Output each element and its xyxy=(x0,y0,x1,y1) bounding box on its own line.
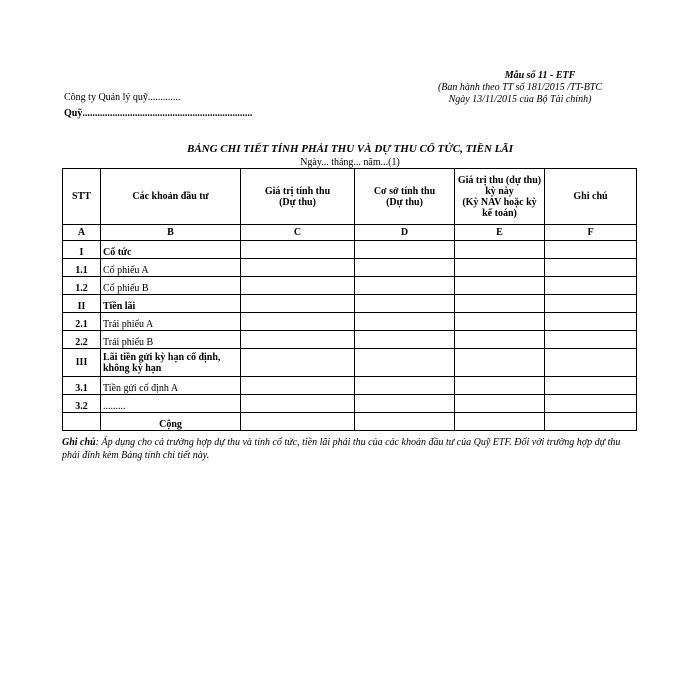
table-header-row xyxy=(63,169,637,225)
date-line: Ngày... tháng... năm...(1) xyxy=(300,157,400,168)
header-notes: Ghi chú xyxy=(545,169,637,225)
row-name: Cổ phiếu B xyxy=(101,277,241,295)
period-cell[interactable] xyxy=(455,313,545,331)
period-cell[interactable] xyxy=(455,259,545,277)
table-row xyxy=(63,295,637,313)
notes-cell[interactable] xyxy=(545,259,637,277)
header-value-line1: Giá trị tính thu xyxy=(264,185,331,197)
form-number: Mẫu số 11 - ETF xyxy=(504,70,576,81)
header-period-line2: kỳ này xyxy=(485,185,514,197)
footnote-text: : Áp dụng cho cả trường hợp dự thu và tính cổ tức, tiền lãi phải thu của các khoản đầu tư của Quỹ ETF. Đối với trường hợp dự thu phải đính kèm Bảng tính chi tiết này. xyxy=(62,437,621,461)
company-name: Công ty Quản lý quỹ............. xyxy=(64,92,181,103)
total-row xyxy=(63,413,637,431)
period-cell[interactable] xyxy=(455,349,545,377)
row-stt: 3.2 xyxy=(63,395,101,413)
table-row xyxy=(63,331,637,349)
header-items: Các khoản đầu tư xyxy=(101,169,241,225)
row-stt: 3.1 xyxy=(63,377,101,395)
table-row xyxy=(63,377,637,395)
period-cell[interactable] xyxy=(455,331,545,349)
value-cell[interactable] xyxy=(241,313,355,331)
basis-cell[interactable] xyxy=(355,377,455,395)
footnote-label: Ghi chú xyxy=(62,437,96,448)
letter-row xyxy=(63,225,637,241)
letter-cell: F xyxy=(545,225,637,241)
basis-cell[interactable] xyxy=(355,331,455,349)
notes-cell[interactable] xyxy=(545,241,637,259)
header-basis-line2: (Dự thu) xyxy=(386,196,423,208)
table-row xyxy=(63,395,637,413)
row-name: Tiền gửi cố định A xyxy=(101,377,241,395)
value-cell[interactable] xyxy=(241,377,355,395)
table-row xyxy=(63,259,637,277)
notes-cell[interactable] xyxy=(545,349,637,377)
row-name-line1: Lãi tiền gửi kỳ hạn cố định, xyxy=(103,351,221,363)
value-cell[interactable] xyxy=(241,331,355,349)
basis-cell[interactable] xyxy=(355,413,455,431)
row-name xyxy=(101,349,241,377)
row-name: ......... xyxy=(101,395,241,413)
basis-cell[interactable] xyxy=(355,277,455,295)
value-cell[interactable] xyxy=(241,259,355,277)
footnote xyxy=(62,436,640,462)
value-cell[interactable] xyxy=(241,413,355,431)
basis-cell[interactable] xyxy=(355,313,455,331)
period-cell[interactable] xyxy=(455,241,545,259)
notes-cell[interactable] xyxy=(545,277,637,295)
row-name: Cổ phiếu A xyxy=(101,259,241,277)
header-stt: STT xyxy=(63,169,101,225)
row-stt: 1.2 xyxy=(63,277,101,295)
issuance-note-line2: Ngày 13/11/2015 của Bộ Tài chính) xyxy=(448,94,592,105)
notes-cell[interactable] xyxy=(545,377,637,395)
basis-cell[interactable] xyxy=(355,259,455,277)
value-cell[interactable] xyxy=(241,295,355,313)
total-label: Cộng xyxy=(101,413,241,431)
notes-cell[interactable] xyxy=(545,313,637,331)
header-period-line4: kế toán) xyxy=(482,207,517,219)
header-period-value xyxy=(455,169,545,225)
table-row xyxy=(63,313,637,331)
value-cell[interactable] xyxy=(241,277,355,295)
row-stt: 1.1 xyxy=(63,259,101,277)
total-stt-cell xyxy=(63,413,101,431)
notes-cell[interactable] xyxy=(545,295,637,313)
issuance-note-line1: (Ban hành theo TT số 181/2015 /TT-BTC xyxy=(437,82,603,93)
header-period-line1: Giá trị thu (dự thu) xyxy=(457,174,542,186)
header-basis xyxy=(355,169,455,225)
header-period-line3: (Kỳ NAV hoặc kỳ xyxy=(462,196,537,208)
notes-cell[interactable] xyxy=(545,331,637,349)
period-cell[interactable] xyxy=(455,277,545,295)
detail-table xyxy=(62,168,637,431)
row-name: Trái phiếu B xyxy=(101,331,241,349)
table-row xyxy=(63,277,637,295)
basis-cell[interactable] xyxy=(355,241,455,259)
basis-cell[interactable] xyxy=(355,349,455,377)
row-stt: 2.2 xyxy=(63,331,101,349)
period-cell[interactable] xyxy=(455,413,545,431)
row-stt: I xyxy=(63,241,101,259)
period-cell[interactable] xyxy=(455,377,545,395)
letter-cell: D xyxy=(355,225,455,241)
row-name: Trái phiếu A xyxy=(101,313,241,331)
row-stt: 2.1 xyxy=(63,313,101,331)
row-name-line2: không kỳ hạn xyxy=(103,362,162,374)
row-stt: III xyxy=(63,349,101,377)
period-cell[interactable] xyxy=(455,395,545,413)
letter-cell: A xyxy=(63,225,101,241)
notes-cell[interactable] xyxy=(545,413,637,431)
basis-cell[interactable] xyxy=(355,395,455,413)
letter-cell: E xyxy=(455,225,545,241)
period-cell[interactable] xyxy=(455,295,545,313)
header-value-line2: (Dự thu) xyxy=(279,196,316,208)
letter-cell: C xyxy=(241,225,355,241)
header-value xyxy=(241,169,355,225)
row-stt: II xyxy=(63,295,101,313)
row-name: Cổ tức xyxy=(101,241,241,259)
value-cell[interactable] xyxy=(241,349,355,377)
document-title: BẢNG CHI TIẾT TÍNH PHẢI THU VÀ DỰ THU CỔ TỨC, TIỀN LÃI xyxy=(187,143,513,155)
value-cell[interactable] xyxy=(241,241,355,259)
letter-cell: B xyxy=(101,225,241,241)
table-row xyxy=(63,349,637,377)
row-name: Tiền lãi xyxy=(101,295,241,313)
header-basis-line1: Cơ sở tính thu xyxy=(373,185,436,197)
fund-name: Quỹ.................................................................... xyxy=(64,108,253,119)
notes-cell[interactable] xyxy=(545,395,637,413)
table-row xyxy=(63,241,637,259)
value-cell[interactable] xyxy=(241,395,355,413)
basis-cell[interactable] xyxy=(355,295,455,313)
